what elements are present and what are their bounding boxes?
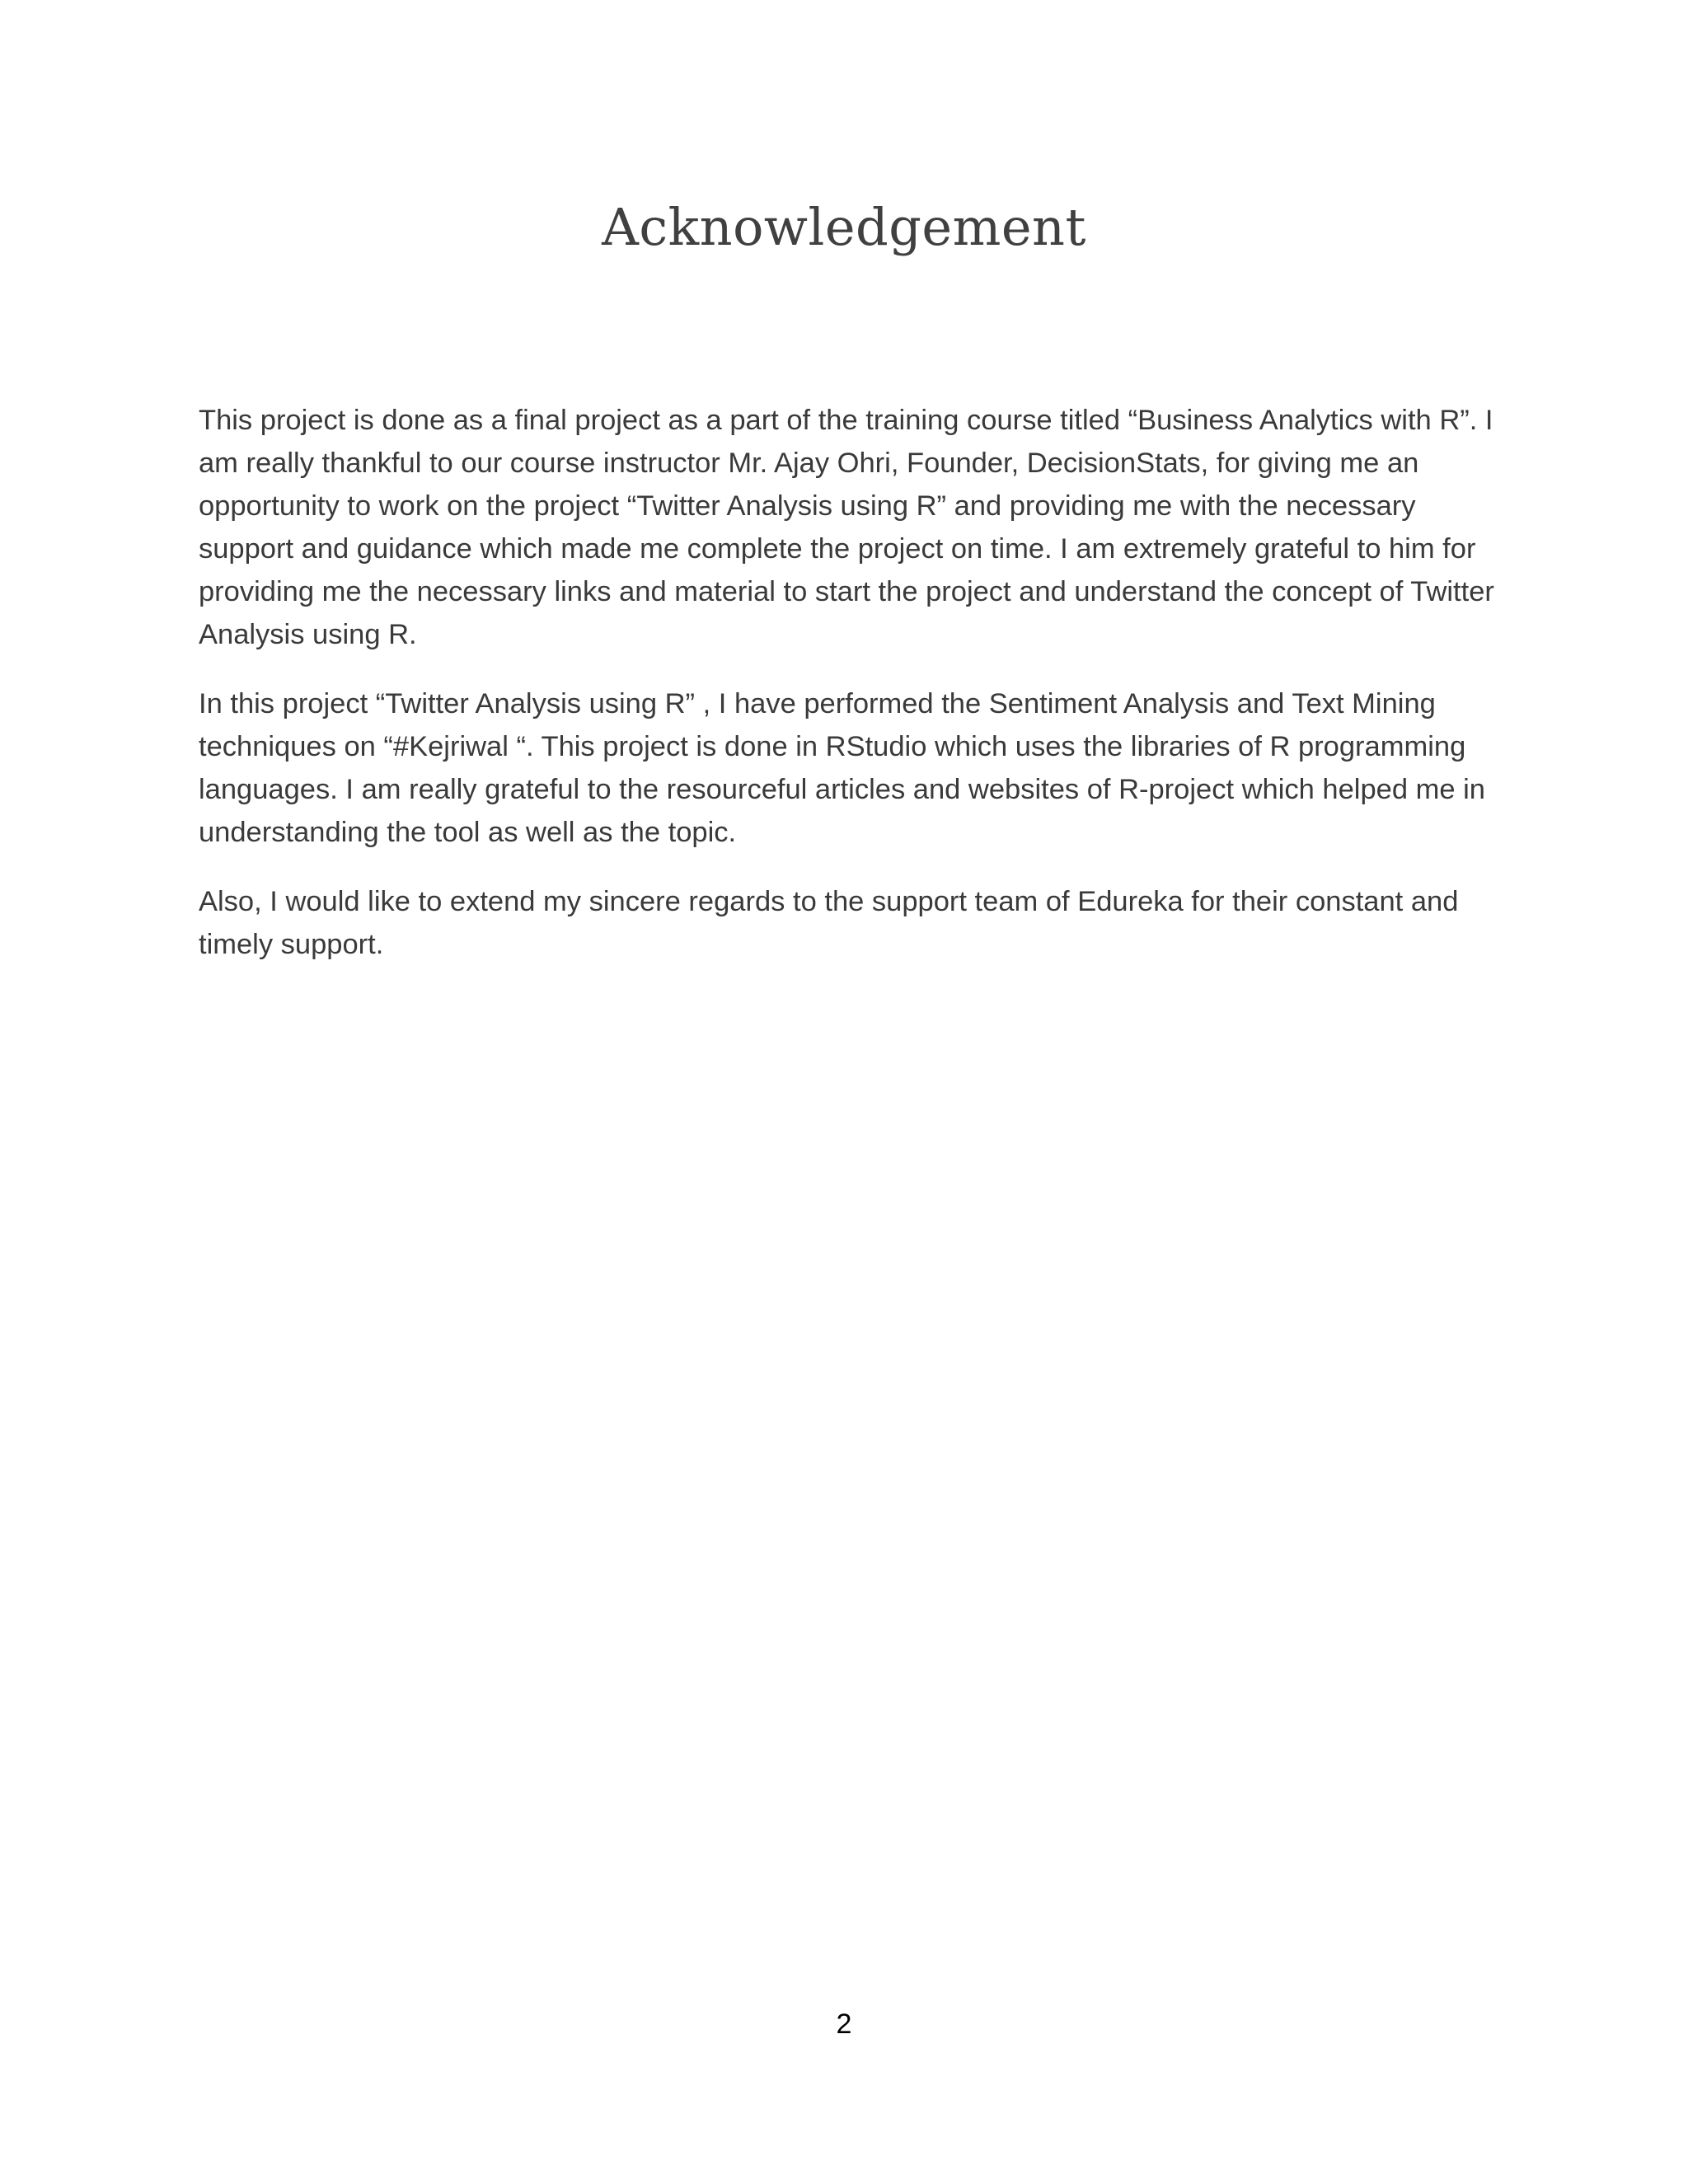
paragraph-2: In this project “Twitter Analysis using R” , I have performed the Sentiment Analysis and Text Mining techniques on “#Kejriwal “. This project is done in RStudio which uses the libraries of R programming languages. I am really grateful to the resourceful articles and websites of R-project which helped me in understanding the tool as well as the topic. (199, 688, 1485, 848)
paragraph-1: This project is done as a final project as a part of the training course titled “Business Analytics with R”. I am really thankful to our course instructor Mr. Ajay Ohri, Founder, DecisionStats, for giving me an opportunity to work on the project “Twitter Analysis using R” and providing me with the necessary support and guidance which made me complete the project on time. I am extremely grateful to him for providing me the necessary links and material to start the project and understand the concept of Twitter Analysis using R. (199, 405, 1494, 650)
paragraph-3: Also, I would like to extend my sincere regards to the support team of Edureka for their constant and timely support. (199, 886, 1459, 960)
page-number: 2 (836, 2008, 852, 2040)
acknowledgement-body (199, 399, 1501, 992)
page-title: Acknowledgement (602, 197, 1086, 257)
